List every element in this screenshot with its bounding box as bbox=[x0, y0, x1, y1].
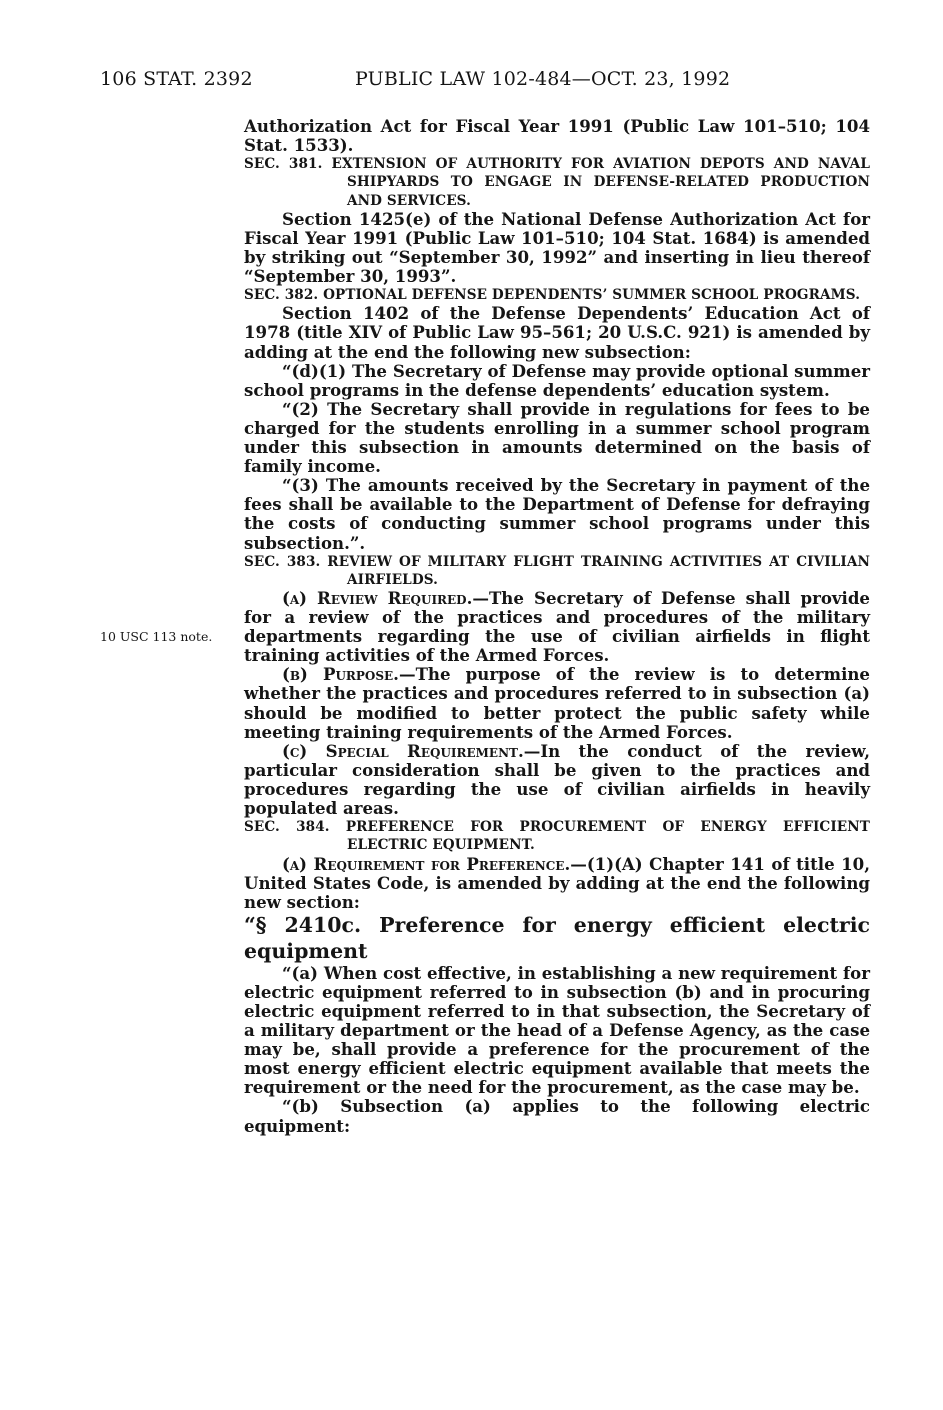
stat-page-number: 106 STAT. 2392 bbox=[100, 68, 253, 90]
sec-381-heading: SEC. 381. EXTENSION OF AUTHORITY FOR AVIATION DEPOTS AND NAVAL SHIPYARDS TO ENGAGE IN DEFENSE-RELATED PRODUCTION AND SERVICES. bbox=[244, 156, 870, 209]
sec-382-d2: “(2) The Secretary shall provide in regulations for fees to be charged for the students enrolling in a summer school program under this subsection in amounts determined on the basis of family income. bbox=[244, 398, 870, 477]
sec-383-b bbox=[244, 665, 870, 741]
sec-382-d3: “(3) The amounts received by the Secretary in payment of the fees shall be available to the Department of Defense for defraying the costs of conducting summer school programs under this subsection.”. bbox=[244, 475, 870, 553]
sec-383-a-label: (a) Review Required. bbox=[282, 588, 473, 608]
sec-383-c-text: —In the conduct of the review, particular consideration shall be given to the practices and procedures regarding the use of civilian airfields in heavily populated areas. bbox=[244, 740, 870, 819]
sec-382-text: Section 1402 of the Defense Dependents’ Education Act of 1978 (title XIV of Public Law 95–561; 20 U.S.C. 921) is amended by adding at the end the following new subsection: bbox=[244, 303, 870, 362]
sec-383-c-label: (c) Special Requirement. bbox=[282, 740, 524, 761]
sec-383-b-text: —The purpose of the review is to determine whether the practices and procedures referred to in subsection (a) should be modified to better protect the public safety while meeting training requirements of the Armed Forces. bbox=[244, 664, 870, 742]
sec-383-a bbox=[244, 589, 870, 665]
sec-383-c bbox=[244, 742, 870, 818]
document-body bbox=[244, 117, 870, 1136]
sec-382-heading: SEC. 382. OPTIONAL DEFENSE DEPENDENTS’ SUMMER SCHOOL PROGRAMS. bbox=[244, 287, 861, 304]
sec-382-d1: “(d)(1) The Secretary of Defense may provide optional summer school programs in the defense dependents’ education system. bbox=[244, 360, 870, 400]
sec-384-heading: SEC. 384. PREFERENCE FOR PROCUREMENT OF ENERGY EFFICIENT ELECTRIC EQUIPMENT. bbox=[244, 819, 870, 854]
sec-381-text: Section 1425(e) of the National Defense Authorization Act for Fiscal Year 1991 (Public Law 101–510; 104 Stat. 1684) is amended by striking out “September 30, 1992” and inserting in lieu thereof “September 30, 1993”. bbox=[244, 208, 870, 287]
sec-2410c-a: “(a) When cost effective, in establishing a new requirement for electric equipment referred to in subsection (b) and in procuring electric equipment referred to in that subsection, the Secretary of a military department or the head of a Defense Agency, as the case may be, shall provide a preference for the procurement of the most energy efficient electric equipment available that meets the requirement or the need for the procurement, as the case may be. bbox=[244, 962, 870, 1098]
sec-383-heading: SEC. 383. REVIEW OF MILITARY FLIGHT TRAINING ACTIVITIES AT CIVILIAN AIRFIELDS. bbox=[244, 553, 870, 588]
margin-note-usc: 10 USC 113 note. bbox=[100, 629, 213, 644]
public-law-title: PUBLIC LAW 102-484—OCT. 23, 1992 bbox=[355, 68, 731, 90]
sec-384-a-text: —(1)(A) Chapter 141 of title 10, United States Code, is amended by adding at the end the following new section: bbox=[244, 853, 870, 912]
page-header bbox=[100, 68, 870, 98]
sec-383-b-label: (b) Purpose. bbox=[282, 664, 399, 685]
sec-384-a-label: (a) Requirement for Preference. bbox=[282, 853, 571, 874]
intro-paragraph: Authorization Act for Fiscal Year 1991 (Public Law 101–510; 104 Stat. 1533). bbox=[244, 116, 870, 156]
sec-383-a-text: —The Secretary of Defense shall provide for a review of the practices and procedures of the military departments regarding the use of civilian airfields in flight training activities of the Armed Forces. bbox=[244, 588, 870, 666]
sec-384-a bbox=[244, 855, 870, 912]
sec-2410c-heading: “§ 2410c. Preference for energy efficient electric equipment bbox=[244, 912, 870, 963]
sec-2410c-b: “(b) Subsection (a) applies to the following electric equipment: bbox=[244, 1096, 870, 1136]
